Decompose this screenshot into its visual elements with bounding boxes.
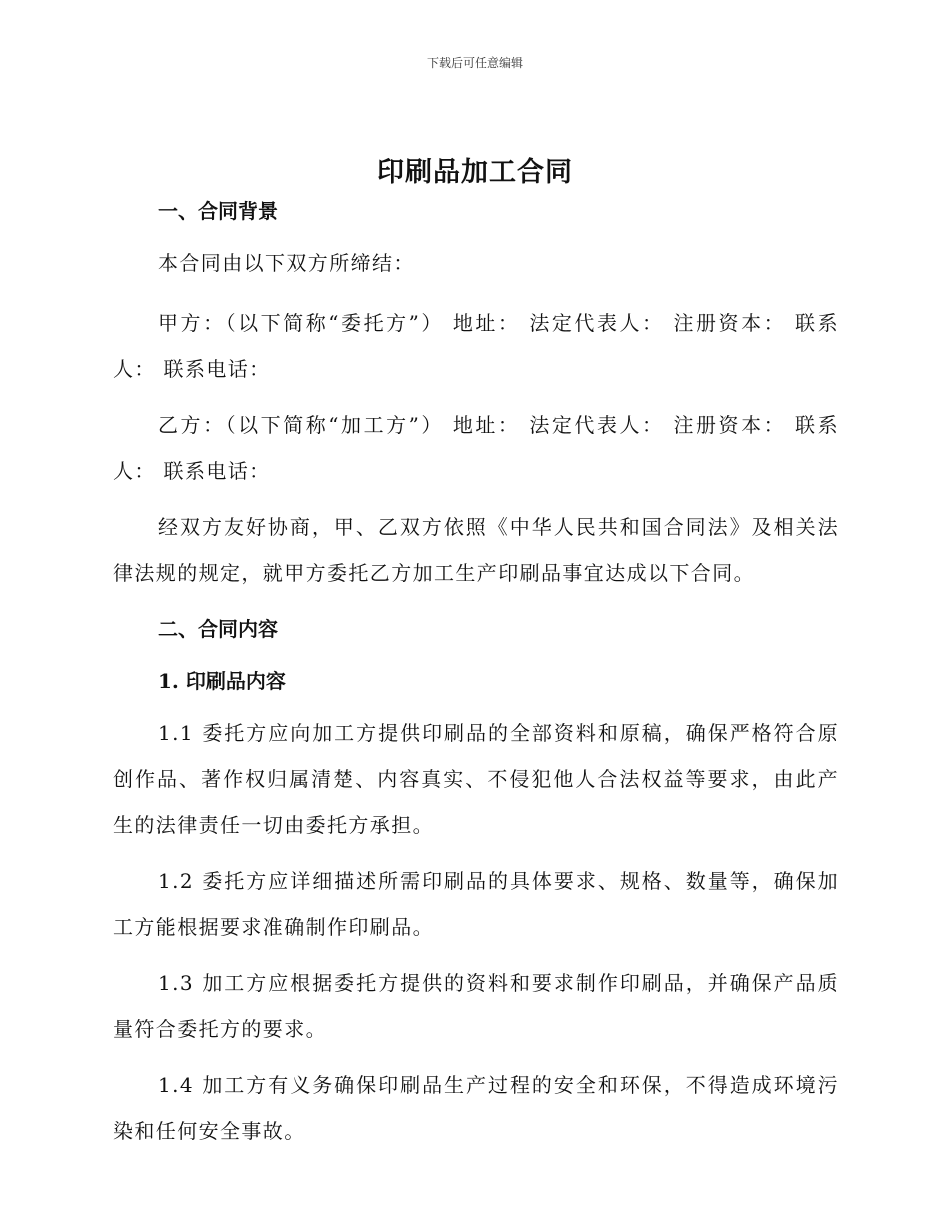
clause-1-4: 1.4 加工方有义务确保印刷品生产过程的安全和环保，不得造成环境污染和任何安全事故。 — [113, 1073, 839, 1143]
section-heading-background: 一、合同背景 — [158, 199, 278, 223]
header-note: 下载后可任意编辑 — [426, 56, 523, 70]
document-title: 印刷品加工合同 — [377, 157, 573, 188]
document-body — [113, 192, 839, 1154]
clause-1-3: 1.3 加工方应根据委托方提供的资料和要求制作印刷品，并确保产品质量符合委托方的要求。 — [113, 971, 839, 1041]
subsection-heading-print-content: 1. 印刷品内容 — [158, 669, 286, 693]
clause-1-2: 1.2 委托方应详细描述所需印刷品的具体要求、规格、数量等，确保加工方能根据要求准确制作印刷品。 — [113, 869, 839, 939]
paragraph-intro: 本合同由以下双方所缔结： — [158, 251, 415, 275]
section-heading-content: 二、合同内容 — [158, 617, 278, 641]
paragraph-party-b: 乙方：（以下简称“加工方”） 地址： 法定代表人： 注册资本： 联系人： 联系电话： — [113, 413, 839, 483]
clause-1-1: 1.1 委托方应向加工方提供印刷品的全部资料和原稿，确保严格符合原创作品、著作权归属清楚、内容真实、不侵犯他人合法权益等要求，由此产生的法律责任一切由委托方承担。 — [113, 721, 839, 837]
paragraph-basis: 经双方友好协商，甲、乙双方依照《中华人民共和国合同法》及相关法律法规的规定，就甲方委托乙方加工生产印刷品事宜达成以下合同。 — [113, 515, 839, 585]
paragraph-party-a: 甲方：（以下简称“委托方”） 地址： 法定代表人： 注册资本： 联系人： 联系电话： — [113, 311, 839, 381]
